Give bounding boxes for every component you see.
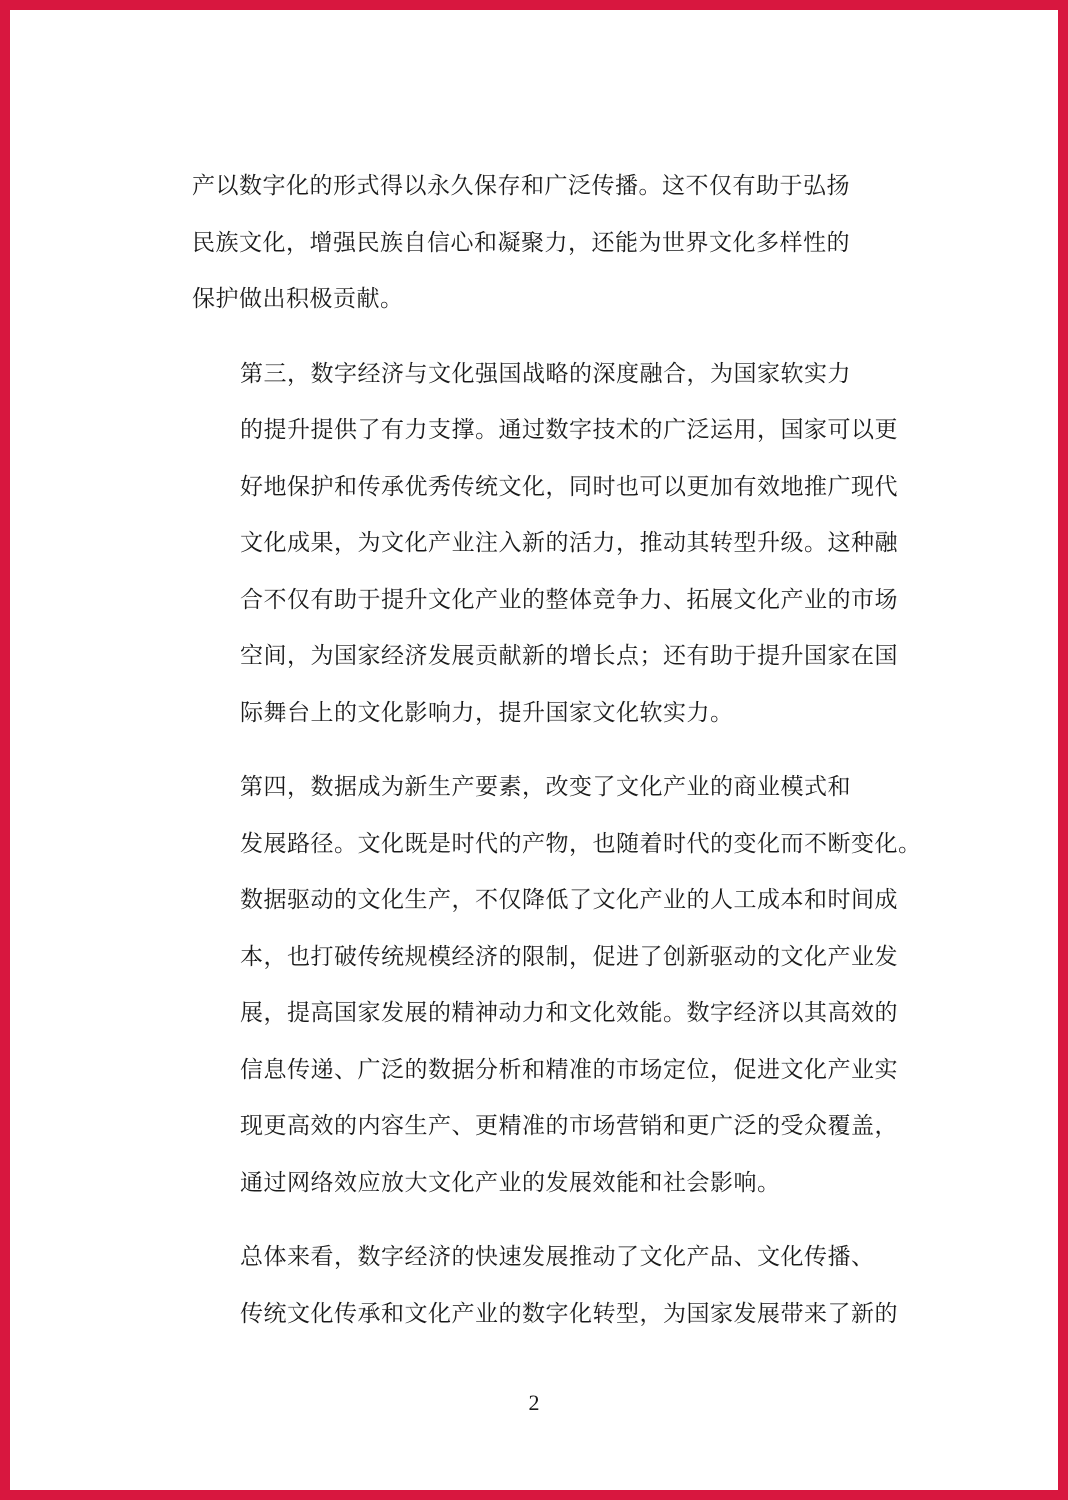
text-line: 展，提高国家发展的精神动力和文化效能。数字经济以其高效的 xyxy=(240,1000,898,1026)
text-line: 好地保护和传承优秀传统文化，同时也可以更加有效地推广现代 xyxy=(240,473,898,500)
text-line: 保护做出积极贡献。 xyxy=(192,286,404,312)
text-line: 第四，数据成为新生产要素，改变了文化产业的商业模式和 xyxy=(240,774,851,800)
text-line: 的提升提供了有力支撑。通过数字技术的广泛运用，国家可以更 xyxy=(240,417,898,443)
paragraph-gap xyxy=(192,1211,868,1229)
text-line: 信息传递、广泛的数据分析和精准的市场定位，促进文化产业实 xyxy=(240,1056,898,1083)
text-line: 传统文化传承和文化产业的数字化转型，为国家发展带来了新的 xyxy=(240,1300,898,1327)
text-line: 第三，数字经济与文化强国战略的深度融合，为国家软实力 xyxy=(240,360,851,387)
text-line: 文化成果，为文化产业注入新的活力，推动其转型升级。这种融 xyxy=(240,530,898,556)
text-line: 空间，为国家经济发展贡献新的增长点；还有助于提升国家在国 xyxy=(240,643,898,669)
paragraph-fourth-point xyxy=(192,759,922,1211)
text-line: 现更高效的内容生产、更精准的市场营销和更广泛的受众覆盖， xyxy=(240,1113,898,1139)
paragraph-continued xyxy=(192,158,868,328)
text-line: 民族文化，增强民族自信心和凝聚力，还能为世界文化多样性的 xyxy=(192,229,850,256)
text-line: 数据驱动的文化生产，不仅降低了文化产业的人工成本和时间成 xyxy=(240,887,898,913)
text-line: 产以数字化的形式得以永久保存和广泛传播。这不仅有助于弘扬 xyxy=(192,173,850,199)
text-line: 发展路径。文化既是时代的产物，也随着时代的变化而不断变化。 xyxy=(240,830,922,857)
text-line: 本，也打破传统规模经济的限制，促进了创新驱动的文化产业发 xyxy=(240,943,898,970)
paragraph-gap xyxy=(192,328,868,346)
text-line: 总体来看，数字经济的快速发展推动了文化产品、文化传播、 xyxy=(240,1244,875,1270)
paragraph-third-point xyxy=(192,346,898,742)
text-line: 际舞台上的文化影响力，提升国家文化软实力。 xyxy=(240,699,734,726)
text-line: 通过网络效应放大文化产业的发展效能和社会影响。 xyxy=(240,1169,781,1196)
paragraph-gap xyxy=(192,741,868,759)
text-line: 合不仅有助于提升文化产业的整体竞争力、拓展文化产业的市场 xyxy=(240,586,898,613)
page-number: 2 xyxy=(528,1390,540,1415)
document-body xyxy=(192,158,922,1342)
paragraph-summary xyxy=(192,1229,898,1342)
